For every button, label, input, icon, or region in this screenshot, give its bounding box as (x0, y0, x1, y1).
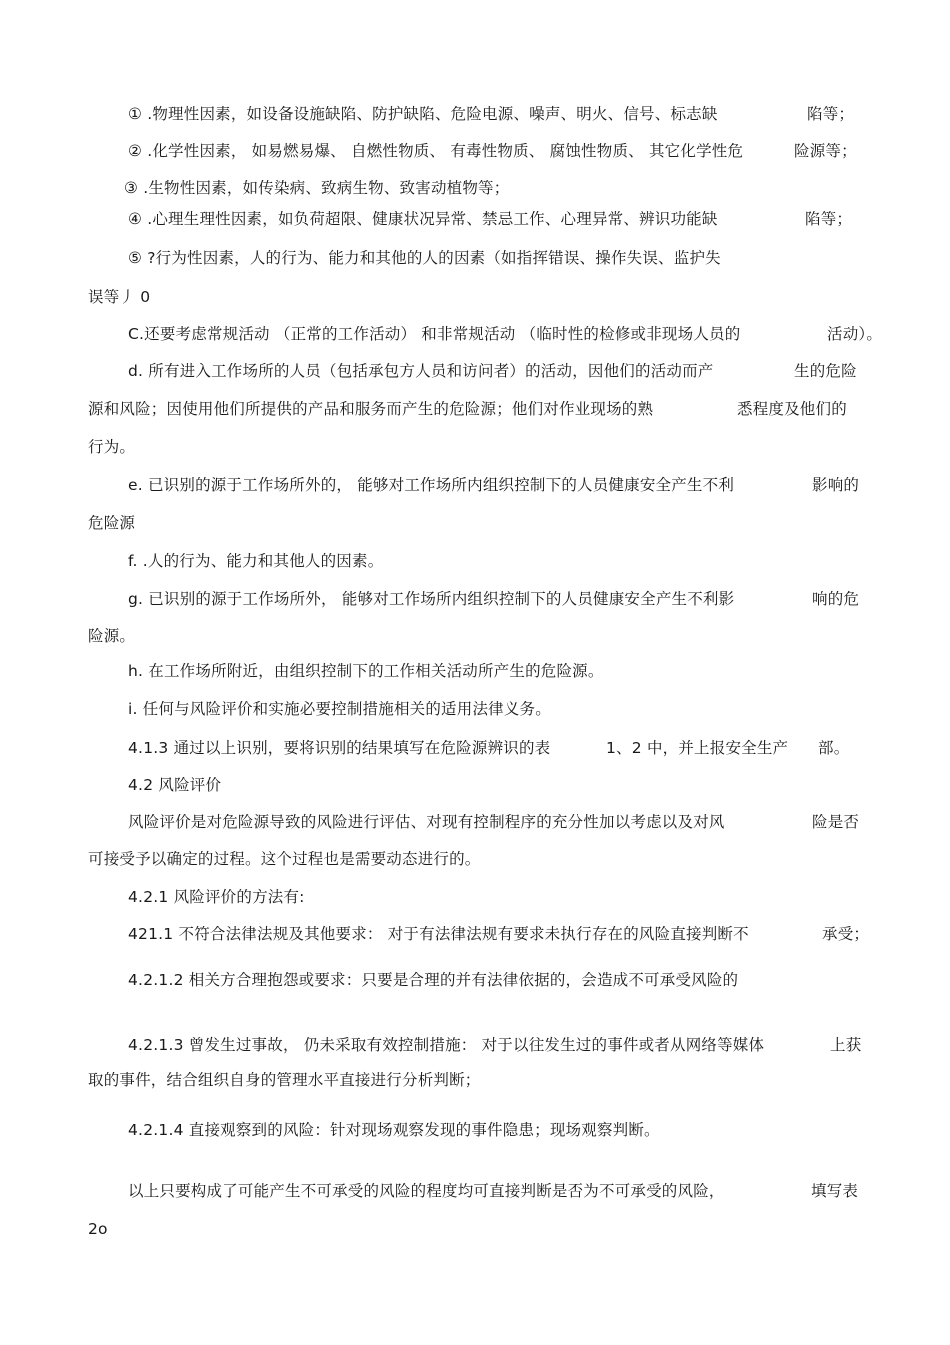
section-4-2-1: 4.2.1 风险评价的方法有: (128, 888, 305, 906)
risk-eval-intro-line2: 可接受予以确定的过程。这个过程也是需要动态进行的。 (88, 850, 481, 868)
item-d-line1: d. 所有进入工作场所的人员（包括承包方人员和访问者）的活动，因他们的活动而产 生的危险 (128, 362, 857, 380)
item-d-line2: 源和风险；因使用他们所提供的产品和服务而产生的危险源；他们对作业现场的熟 悉程度及他们的 (88, 400, 847, 418)
item-h: h. 在工作场所附近，由组织控制下的工作相关活动所产生的危险源。 (128, 662, 604, 680)
section-4-1-3: 4.1.3 通过以上识别，要将识别的结果填写在危险源辨识的表 1、2 中，并上报安全生产 部。 (128, 739, 850, 757)
factor-behavioral-line1: ⑤ ?行为性因素，人的行为、能力和其他的人的因素（如指挥错误、操作失误、监护失 (128, 249, 721, 267)
factor-behavioral-line2: 误等丿 0 (88, 288, 151, 306)
item-i: i. 任何与风险评价和实施必要控制措施相关的适用法律义务。 (128, 700, 551, 718)
closing-line2: 2o (88, 1220, 108, 1238)
section-4-2-1-1: 421.1 不符合法律法规及其他要求： 对于有法律法规有要求未执行存在的风险直接判断不 承受； (128, 925, 870, 943)
factor-biological: ③ .生物性因素，如传染病、致病生物、致害动植物等； (124, 179, 510, 197)
item-f: f. .人的行为、能力和其他人的因素。 (128, 552, 384, 570)
closing-line1: 以上只要构成了可能产生不可承受的风险的程度均可直接判断是否为不可承受的风险， 填写表 (128, 1182, 859, 1200)
section-4-2-1-3-line2: 取的事件，结合组织自身的管理水平直接进行分析判断； (88, 1071, 481, 1089)
section-4-2-1-3-line1: 4.2.1.3 曾发生过事故， 仍未采取有效控制措施： 对于以往发生过的事件或者从网络等媒体 上获 (128, 1036, 862, 1054)
item-g-line1: g. 已识别的源于工作场所外， 能够对工作场所内组织控制下的人员健康安全产生不利影 响的危 (128, 590, 860, 608)
factor-psychological: ④ .心理生理性因素，如负荷超限、健康状况异常、禁忌工作、心理异常、辨识功能缺 陷等； (128, 210, 853, 228)
factor-chemical: ② .化学性因素， 如易燃易爆、 自燃性物质、 有毒性物质、 腐蚀性物质、 其它化学性危 险源等； (128, 142, 857, 160)
section-4-2-heading: 4.2 风险评价 (128, 776, 222, 794)
risk-eval-intro-line1: 风险评价是对危险源导致的风险进行评估、对现有控制程序的充分性加以考虑以及对风 险是否 (128, 813, 860, 831)
item-e-line2: 危险源 (88, 514, 136, 532)
item-e-line1: e. 已识别的源于工作场所外的， 能够对工作场所内组织控制下的人员健康安全产生不利 影响的 (128, 476, 860, 494)
item-d-line3: 行为。 (88, 438, 136, 456)
section-4-2-1-2: 4.2.1.2 相关方合理抱怨或要求：只要是合理的并有法律依据的，会造成不可承受风险的 (128, 971, 739, 989)
section-4-2-1-4: 4.2.1.4 直接观察到的风险：针对现场观察发现的事件隐患；现场观察判断。 (128, 1121, 660, 1139)
item-g-line2: 险源。 (88, 627, 136, 645)
item-c: C.还要考虑常规活动 （正常的工作活动） 和非常规活动 （临时性的检修或非现场人员的 活动）。 (128, 325, 883, 343)
factor-physical: ① .物理性因素，如设备设施缺陷、防护缺陷、危险电源、噪声、明火、信号、标志缺 陷等； (128, 105, 855, 123)
